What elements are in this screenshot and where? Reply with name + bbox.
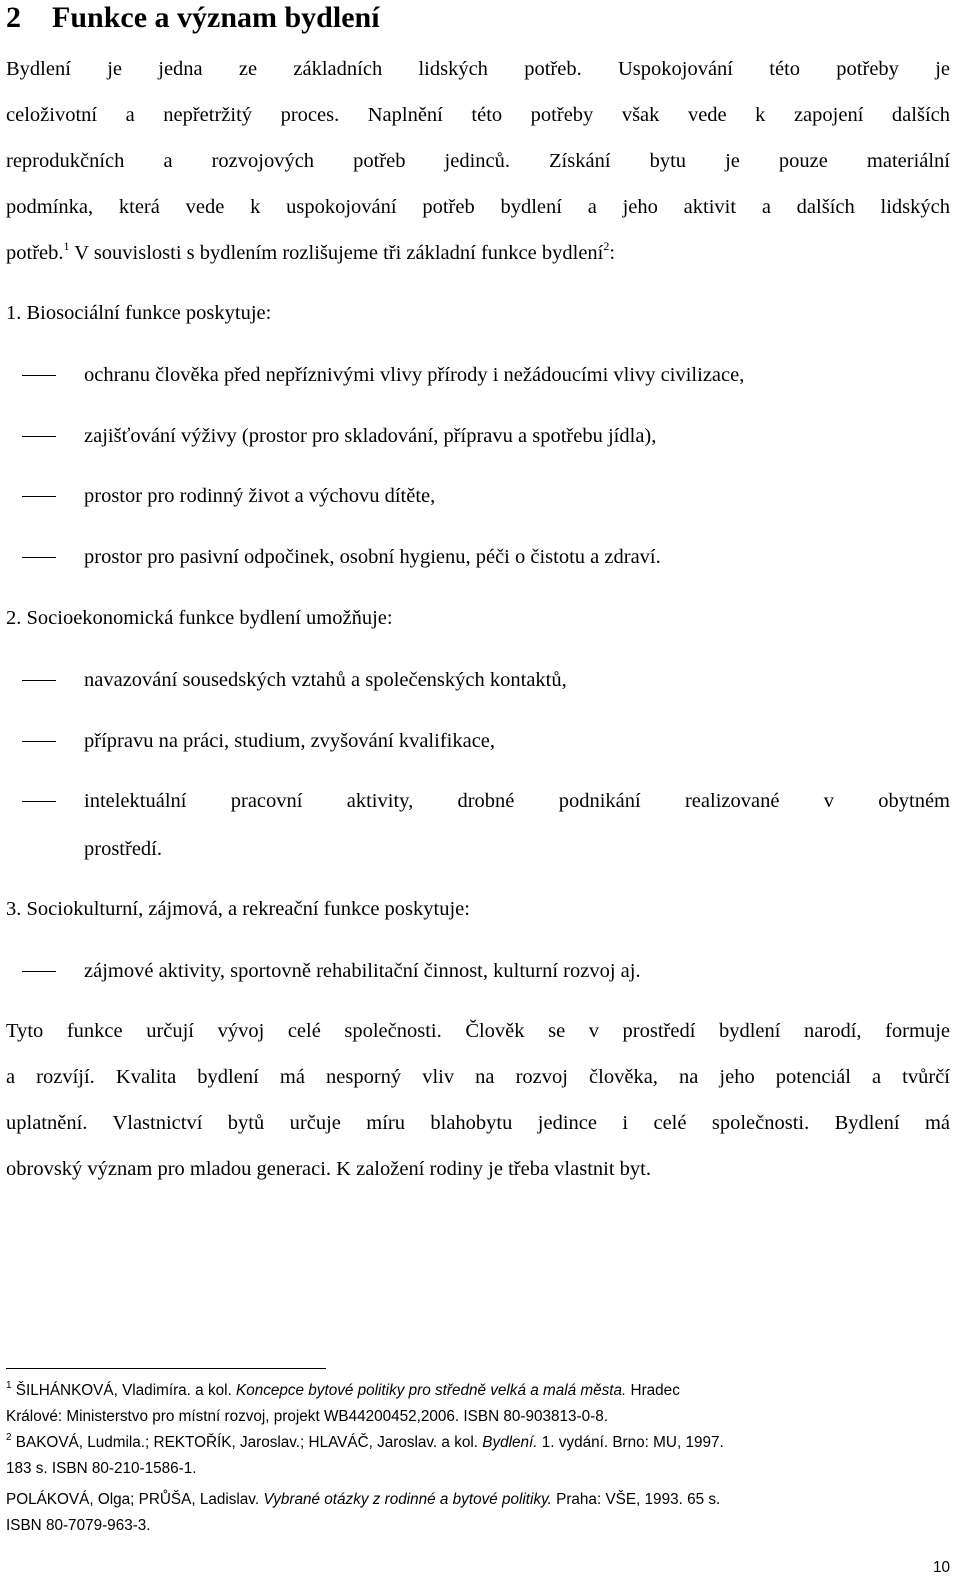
dash-bullet bbox=[22, 436, 56, 437]
conclusion-line: obrovský význam pro mladou generaci. K založení rodiny je třeba vlastnit byt. bbox=[6, 1158, 651, 1180]
chapter-title: Funkce a význam bydlení bbox=[52, 1, 380, 34]
dash-bullet bbox=[22, 741, 56, 742]
list-item-continuation: prostředí. bbox=[84, 838, 162, 860]
list-item: přípravu na práci, studium, zvyšování kvalifikace, bbox=[84, 730, 496, 752]
list-item: zájmové aktivity, sportovně rehabilitační činnost, kulturní rozvoj aj. bbox=[84, 960, 641, 982]
intro-line: reprodukčních a rozvojových potřeb jedinců. Získání bytu je pouze materiální bbox=[6, 150, 950, 172]
conclusion-line: Tyto funkce určují vývoj celé společnosti. Člověk se v prostředí bydlení narodí, formuje bbox=[6, 1020, 950, 1042]
chapter-number: 2 bbox=[6, 1, 21, 34]
footnote-title: Vybrané otázky z rodinné a bytové politiky. bbox=[263, 1491, 552, 1508]
page-title bbox=[6, 0, 380, 36]
dash-bullet bbox=[22, 557, 56, 558]
intro-line: podmínka, která vede k uspokojování potřeb bydlení a jeho aktivit a dalších lidských bbox=[6, 196, 950, 218]
intro-text: potřeb. bbox=[6, 242, 64, 264]
list-item: ochranu člověka před nepříznivými vlivy přírody i nežádoucími vlivy civilizace, bbox=[84, 364, 745, 386]
footnote-2-line-2: 183 s. ISBN 80-210-1586-1. bbox=[6, 1460, 197, 1477]
page-number: 10 bbox=[932, 1559, 950, 1576]
footnote-text: POLÁKOVÁ, Olga; PRŮŠA, Ladislav. bbox=[6, 1491, 264, 1508]
dash-bullet bbox=[22, 496, 56, 497]
footnote-title: Bydlení. bbox=[482, 1434, 538, 1451]
footnote-ref-2[interactable]: 2 bbox=[603, 239, 610, 253]
list-item: prostor pro pasivní odpočinek, osobní hygienu, péči o čistotu a zdraví. bbox=[84, 546, 661, 568]
intro-line: celoživotní a nepřetržitý proces. Naplnění této potřeby však vede k zapojení dalších bbox=[6, 104, 950, 126]
footnote-text: ŠILHÁNKOVÁ, Vladimíra. a kol. bbox=[11, 1382, 236, 1399]
intro-text: : bbox=[609, 242, 616, 264]
footnote-text: Hradec bbox=[626, 1382, 680, 1399]
intro-text: V souvislosti s bydlením rozlišujeme tři základní funkce bydlení bbox=[69, 242, 604, 264]
list-item: navazování sousedských vztahů a společenských kontaktů, bbox=[84, 669, 567, 691]
footnote-1 bbox=[6, 1381, 680, 1401]
footnote-text: Praha: VŠE, 1993. 65 s. bbox=[551, 1491, 721, 1508]
footnote-2 bbox=[6, 1433, 724, 1453]
dash-bullet bbox=[22, 680, 56, 681]
footnote-title: Koncepce bytové politiky pro středně velká a malá města. bbox=[236, 1382, 627, 1399]
footnote-separator bbox=[6, 1368, 326, 1369]
section-title: 2. Socioekonomická funkce bydlení umožňuje: bbox=[6, 607, 393, 629]
footnote-text: 1. vydání. Brno: MU, 1997. bbox=[537, 1434, 724, 1451]
section-title: 1. Biosociální funkce poskytuje: bbox=[6, 302, 272, 324]
footnote-ref-1[interactable]: 1 bbox=[63, 239, 70, 253]
footnote-1-line-2: Králové: Ministerstvo pro místní rozvoj, projekt WB44200452,2006. ISBN 80-903813-0-8. bbox=[6, 1408, 608, 1425]
list-item: zajišťování výživy (prostor pro skladování, přípravu a spotřebu jídla), bbox=[84, 425, 657, 447]
footnote-text: BAKOVÁ, Ludmila.; REKTOŘÍK, Jaroslav.; HLAVÁČ, Jaroslav. a kol. bbox=[11, 1434, 483, 1451]
dash-bullet bbox=[22, 971, 56, 972]
conclusion-line: uplatnění. Vlastnictví bytů určuje míru blahobytu jedince i celé společnosti. Bydlení má bbox=[6, 1112, 950, 1134]
footnote-3 bbox=[6, 1490, 720, 1510]
list-item: intelektuální pracovní aktivity, drobné podnikání realizované v obytném bbox=[84, 790, 950, 812]
list-item: prostor pro rodinný život a výchovu dítěte, bbox=[84, 485, 436, 507]
section-title: 3. Sociokulturní, zájmová, a rekreační funkce poskytuje: bbox=[6, 898, 470, 920]
footnote-3-line-2: ISBN 80-7079-963-3. bbox=[6, 1517, 151, 1534]
footnote-mark: 2 bbox=[6, 1432, 12, 1443]
dash-bullet bbox=[22, 375, 56, 376]
conclusion-line: a rozvíjí. Kvalita bydlení má nesporný vliv na rozvoj člověka, na jeho potenciál a tvůrčí bbox=[6, 1066, 950, 1088]
intro-line bbox=[6, 240, 950, 266]
intro-line: Bydlení je jedna ze základních lidských potřeb. Uspokojování této potřeby je bbox=[6, 58, 950, 80]
dash-bullet bbox=[22, 801, 56, 802]
footnote-mark: 1 bbox=[6, 1380, 12, 1391]
